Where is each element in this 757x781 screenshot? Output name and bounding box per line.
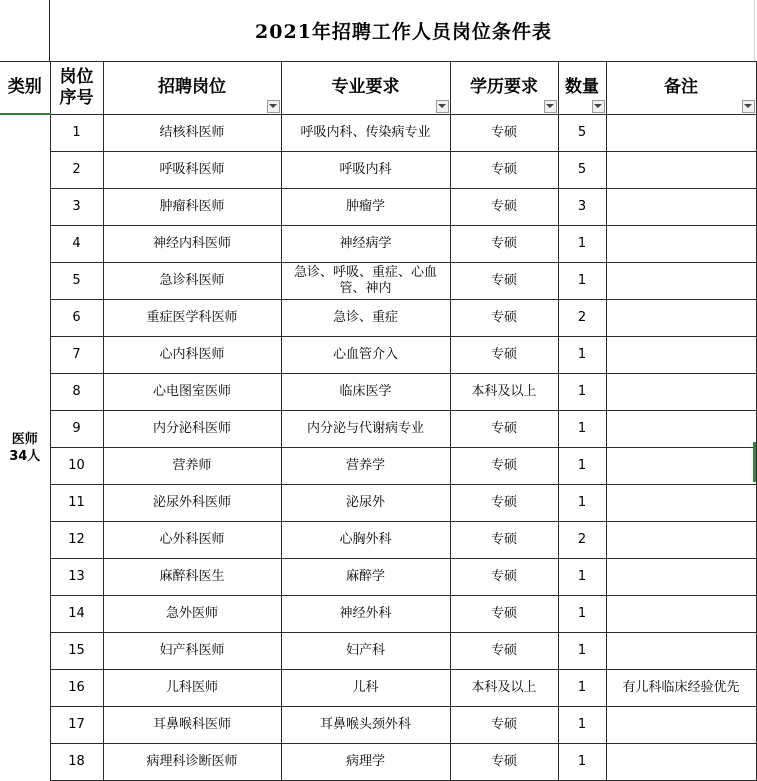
cell-major[interactable]: 内分泌与代谢病专业: [281, 410, 450, 447]
cell-education[interactable]: 专硕: [450, 558, 558, 595]
cell-education[interactable]: 专硕: [450, 447, 558, 484]
cell-quantity[interactable]: 1: [558, 225, 606, 262]
cell-quantity[interactable]: 1: [558, 632, 606, 669]
cell-seq[interactable]: 7: [50, 336, 103, 373]
cell-remarks[interactable]: [606, 151, 756, 188]
cell-position[interactable]: 内分泌科医师: [103, 410, 281, 447]
cell-seq[interactable]: 18: [50, 743, 103, 780]
table-row: [0, 299, 756, 336]
cell-major[interactable]: 泌尿外: [281, 484, 450, 521]
cell-remarks[interactable]: [606, 743, 756, 780]
cell-seq[interactable]: 1: [50, 114, 103, 151]
cell-major[interactable]: 肿瘤学: [281, 188, 450, 225]
table-row: [0, 632, 756, 669]
cell-major[interactable]: 神经病学: [281, 225, 450, 262]
cell-major[interactable]: 呼吸内科、传染病专业: [281, 114, 450, 151]
cell-quantity[interactable]: 1: [558, 706, 606, 743]
cell-major[interactable]: 急诊、重症: [281, 299, 450, 336]
cell-seq[interactable]: 14: [50, 595, 103, 632]
positions-table: [0, 61, 757, 781]
cell-seq[interactable]: 9: [50, 410, 103, 447]
cell-remarks[interactable]: [606, 262, 756, 299]
table-row: [0, 151, 756, 188]
cell-remarks[interactable]: [606, 521, 756, 558]
cell-education[interactable]: 专硕: [450, 114, 558, 151]
cell-education[interactable]: 专硕: [450, 336, 558, 373]
cell-remarks[interactable]: [606, 336, 756, 373]
table-row: [0, 558, 756, 595]
cell-remarks[interactable]: [606, 410, 756, 447]
table-row: [0, 484, 756, 521]
cell-education[interactable]: 专硕: [450, 410, 558, 447]
cell-seq[interactable]: 10: [50, 447, 103, 484]
table-row: [0, 262, 756, 299]
table-row: [0, 706, 756, 743]
cell-quantity[interactable]: 1: [558, 558, 606, 595]
cell-quantity[interactable]: 1: [558, 595, 606, 632]
cell-seq[interactable]: 12: [50, 521, 103, 558]
table-row: [0, 521, 756, 558]
table-row: [0, 595, 756, 632]
cell-education[interactable]: 专硕: [450, 743, 558, 780]
table-row: [0, 373, 756, 410]
cell-position[interactable]: 耳鼻喉科医师: [103, 706, 281, 743]
cell-education[interactable]: 专硕: [450, 484, 558, 521]
filter-dropdown-icon[interactable]: [742, 100, 755, 113]
cell-seq[interactable]: 3: [50, 188, 103, 225]
cell-remarks[interactable]: [606, 632, 756, 669]
header-row: [0, 62, 756, 115]
cell-quantity[interactable]: 1: [558, 262, 606, 299]
cell-seq[interactable]: 5: [50, 262, 103, 299]
cell-position[interactable]: 神经内科医师: [103, 225, 281, 262]
cell-seq[interactable]: 16: [50, 669, 103, 706]
cell-quantity[interactable]: 1: [558, 336, 606, 373]
cell-major[interactable]: 临床医学: [281, 373, 450, 410]
cell-position[interactable]: 病理科诊断医师: [103, 743, 281, 780]
cell-quantity[interactable]: 5: [558, 114, 606, 151]
cell-education[interactable]: 专硕: [450, 299, 558, 336]
category-cell[interactable]: 医师 34人: [0, 114, 50, 780]
header-major: 专业要求: [281, 62, 450, 115]
cell-quantity[interactable]: 2: [558, 521, 606, 558]
cell-seq[interactable]: 2: [50, 151, 103, 188]
table-row: [0, 336, 756, 373]
table-row: [0, 447, 756, 484]
cell-major[interactable]: 营养学: [281, 447, 450, 484]
cell-remarks[interactable]: [606, 558, 756, 595]
cell-education[interactable]: 专硕: [450, 225, 558, 262]
filter-dropdown-icon[interactable]: [436, 100, 449, 113]
cell-seq[interactable]: 4: [50, 225, 103, 262]
cell-education[interactable]: 本科及以上: [450, 373, 558, 410]
header-quantity: 数量: [558, 62, 606, 115]
cell-position[interactable]: 儿科医师: [103, 669, 281, 706]
cell-education[interactable]: 专硕: [450, 632, 558, 669]
cell-quantity[interactable]: 3: [558, 188, 606, 225]
cell-position[interactable]: 急诊科医师: [103, 262, 281, 299]
cell-major[interactable]: 心胸外科: [281, 521, 450, 558]
cell-education[interactable]: 本科及以上: [450, 669, 558, 706]
header-remarks: 备注: [606, 62, 756, 115]
cell-quantity[interactable]: 5: [558, 151, 606, 188]
cell-seq[interactable]: 13: [50, 558, 103, 595]
cell-position[interactable]: 麻醉科医生: [103, 558, 281, 595]
header-position: 招聘岗位: [103, 62, 281, 115]
filter-dropdown-icon[interactable]: [592, 100, 605, 113]
cell-remarks[interactable]: 有儿科临床经验优先: [606, 669, 756, 706]
cell-remarks[interactable]: [606, 484, 756, 521]
cell-selection-marker: [753, 442, 756, 482]
cell-seq[interactable]: 11: [50, 484, 103, 521]
filter-dropdown-icon[interactable]: [267, 100, 280, 113]
cell-seq[interactable]: 8: [50, 373, 103, 410]
cell-major[interactable]: 儿科: [281, 669, 450, 706]
cell-remarks[interactable]: [606, 114, 756, 151]
cell-remarks[interactable]: [606, 225, 756, 262]
cell-education[interactable]: 专硕: [450, 151, 558, 188]
cell-remarks[interactable]: [606, 188, 756, 225]
table-row: [0, 225, 756, 262]
cell-major[interactable]: 神经外科: [281, 595, 450, 632]
cell-quantity[interactable]: 1: [558, 373, 606, 410]
header-seq: 岗位 序号: [50, 62, 103, 115]
cell-position[interactable]: 呼吸科医师: [103, 151, 281, 188]
cell-major[interactable]: 病理学: [281, 743, 450, 780]
filter-dropdown-icon[interactable]: [544, 100, 557, 113]
table-row: [0, 188, 756, 225]
cell-quantity[interactable]: 1: [558, 447, 606, 484]
cell-remarks[interactable]: [606, 447, 756, 484]
table-row: [0, 669, 756, 706]
cell-position[interactable]: 重症医学科医师: [103, 299, 281, 336]
cell-position[interactable]: 结核科医师: [103, 114, 281, 151]
cell-education[interactable]: 专硕: [450, 262, 558, 299]
cell-remarks[interactable]: [606, 299, 756, 336]
cell-remarks[interactable]: [606, 706, 756, 743]
cell-position[interactable]: 妇产科医师: [103, 632, 281, 669]
header-education: 学历要求: [450, 62, 558, 115]
cell-position[interactable]: 心电图室医师: [103, 373, 281, 410]
cell-quantity[interactable]: 1: [558, 484, 606, 521]
cell-position[interactable]: 肿瘤科医师: [103, 188, 281, 225]
cell-major[interactable]: 麻醉学: [281, 558, 450, 595]
cell-position[interactable]: 泌尿外科医师: [103, 484, 281, 521]
cell-major[interactable]: 妇产科: [281, 632, 450, 669]
cell-seq[interactable]: 15: [50, 632, 103, 669]
table-row: [0, 743, 756, 780]
cell-quantity[interactable]: 1: [558, 743, 606, 780]
sheet-title: 2021年招聘工作人员岗位条件表: [255, 21, 552, 43]
cell-quantity[interactable]: 1: [558, 410, 606, 447]
cell-education[interactable]: 专硕: [450, 521, 558, 558]
cell-position[interactable]: 急外医师: [103, 595, 281, 632]
table-row: [0, 410, 756, 447]
cell-major[interactable]: 耳鼻喉头颈外科: [281, 706, 450, 743]
cell-major[interactable]: 心血管介入: [281, 336, 450, 373]
cell-major[interactable]: 急诊、呼吸、重症、心血管、神内: [281, 262, 450, 299]
cell-education[interactable]: 专硕: [450, 706, 558, 743]
cell-position[interactable]: 心内科医师: [103, 336, 281, 373]
cell-seq[interactable]: 6: [50, 299, 103, 336]
cell-seq[interactable]: 17: [50, 706, 103, 743]
cell-remarks[interactable]: [606, 595, 756, 632]
header-category: 类别: [0, 62, 50, 115]
cell-education[interactable]: 专硕: [450, 595, 558, 632]
cell-position[interactable]: 心外科医师: [103, 521, 281, 558]
cell-position[interactable]: 营养师: [103, 447, 281, 484]
cell-education[interactable]: 专硕: [450, 188, 558, 225]
cell-quantity[interactable]: 2: [558, 299, 606, 336]
table-row: [0, 114, 756, 151]
cell-remarks[interactable]: [606, 373, 756, 410]
cell-quantity[interactable]: 1: [558, 669, 606, 706]
cell-major[interactable]: 呼吸内科: [281, 151, 450, 188]
